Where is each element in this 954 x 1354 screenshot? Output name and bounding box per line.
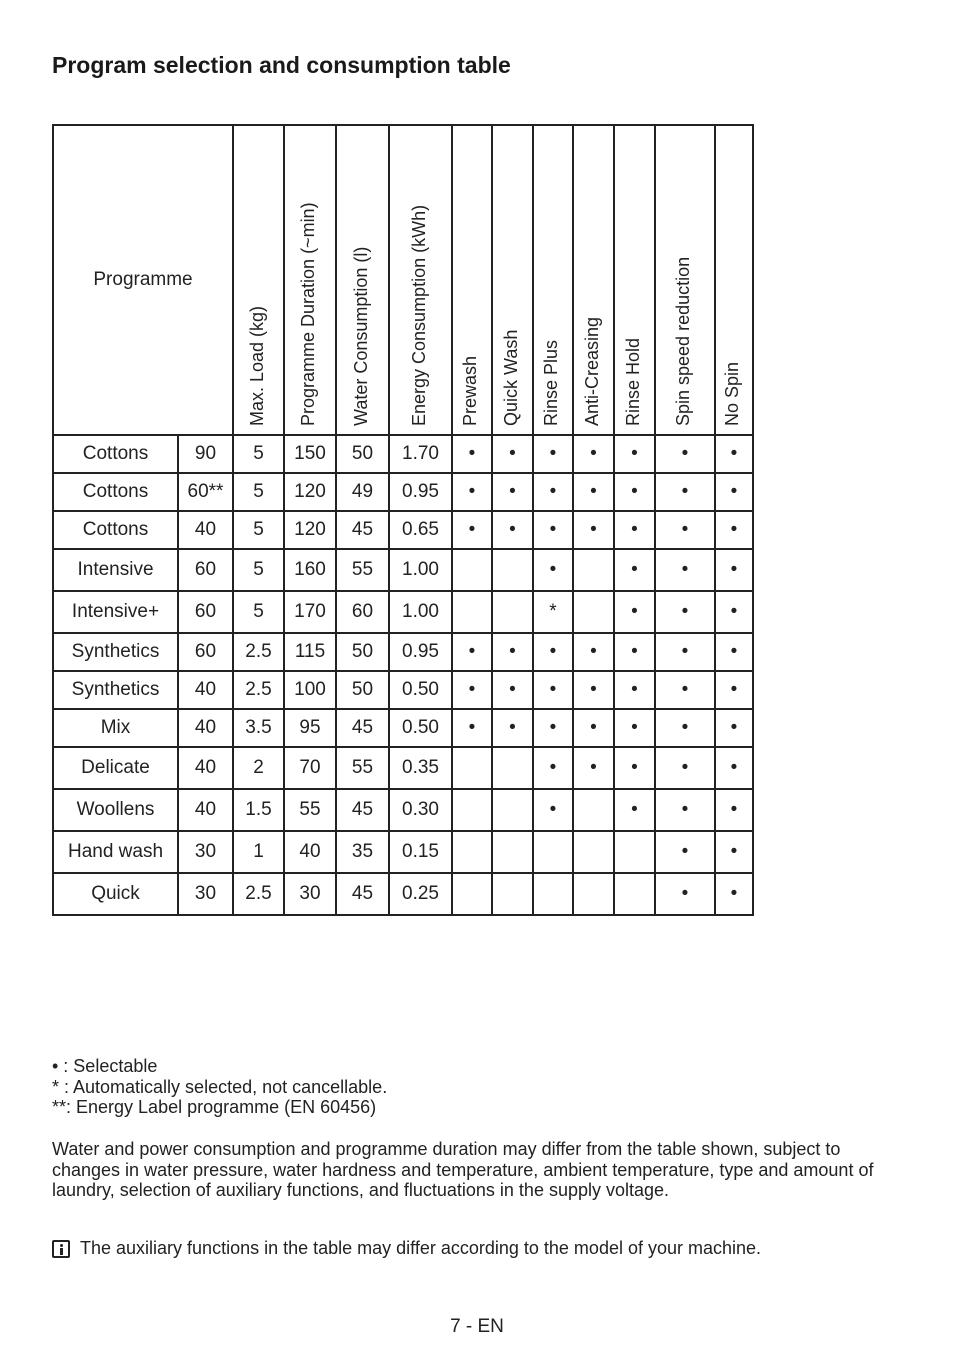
cell-temp: 30 <box>178 831 233 873</box>
cell-duration: 120 <box>284 473 336 511</box>
cell-load: 2.5 <box>233 873 284 915</box>
cell-name: Intensive <box>53 549 178 591</box>
cell-anti-creasing <box>573 789 614 831</box>
cell-load: 1.5 <box>233 789 284 831</box>
cell-quick-wash: • <box>492 435 533 473</box>
cell-anti-creasing <box>573 591 614 633</box>
page-title: Program selection and consumption table <box>52 52 511 78</box>
cell-anti-creasing <box>573 873 614 915</box>
cell-no-spin: • <box>715 671 753 709</box>
cell-no-spin: • <box>715 511 753 549</box>
cell-rinse-hold: • <box>614 511 655 549</box>
cell-rinse-hold <box>614 873 655 915</box>
cell-temp: 60** <box>178 473 233 511</box>
header-no-spin <box>715 125 753 435</box>
cell-duration: 120 <box>284 511 336 549</box>
cell-rinse-plus: • <box>533 709 573 747</box>
cell-water: 45 <box>336 511 389 549</box>
cell-quick-wash <box>492 747 533 789</box>
table-row <box>53 633 753 671</box>
cell-load: 5 <box>233 511 284 549</box>
cell-name: Cottons <box>53 511 178 549</box>
cell-duration: 30 <box>284 873 336 915</box>
cell-energy: 0.50 <box>389 709 452 747</box>
cell-water: 55 <box>336 549 389 591</box>
info-note <box>52 1238 761 1259</box>
legend <box>52 1056 387 1118</box>
cell-load: 3.5 <box>233 709 284 747</box>
cell-anti-creasing: • <box>573 671 614 709</box>
cell-energy: 1.70 <box>389 435 452 473</box>
cell-energy: 0.30 <box>389 789 452 831</box>
cell-quick-wash: • <box>492 473 533 511</box>
cell-name: Synthetics <box>53 671 178 709</box>
cell-quick-wash <box>492 549 533 591</box>
cell-temp: 60 <box>178 633 233 671</box>
table-body <box>53 435 753 915</box>
header-energy-label: Energy Consumption (kWh) <box>408 204 429 426</box>
cell-energy: 0.50 <box>389 671 452 709</box>
cell-spin-reduction: • <box>655 549 715 591</box>
cell-prewash <box>452 789 492 831</box>
cell-rinse-plus: • <box>533 747 573 789</box>
cell-rinse-plus <box>533 873 573 915</box>
cell-water: 49 <box>336 473 389 511</box>
header-prewash-label: Prewash <box>460 355 480 426</box>
header-duration-label: Programme Duration (~min) <box>298 202 318 426</box>
header-quick-wash-label: Quick Wash <box>500 329 521 426</box>
cell-energy: 0.95 <box>389 633 452 671</box>
cell-water: 50 <box>336 435 389 473</box>
cell-duration: 115 <box>284 633 336 671</box>
cell-rinse-hold: • <box>614 747 655 789</box>
cell-prewash: • <box>452 709 492 747</box>
cell-load: 2.5 <box>233 671 284 709</box>
cell-water: 35 <box>336 831 389 873</box>
cell-spin-reduction: • <box>655 831 715 873</box>
header-no-spin-label: No Spin <box>722 361 742 426</box>
cell-load: 2.5 <box>233 633 284 671</box>
header-programme <box>53 125 233 435</box>
cell-energy: 1.00 <box>389 549 452 591</box>
cell-quick-wash <box>492 591 533 633</box>
cell-no-spin: • <box>715 789 753 831</box>
cell-duration: 70 <box>284 747 336 789</box>
cell-duration: 95 <box>284 709 336 747</box>
cell-load: 5 <box>233 473 284 511</box>
table-row <box>53 549 753 591</box>
cell-duration: 40 <box>284 831 336 873</box>
cell-anti-creasing: • <box>573 511 614 549</box>
cell-water: 45 <box>336 709 389 747</box>
cell-anti-creasing: • <box>573 435 614 473</box>
cell-rinse-hold: • <box>614 671 655 709</box>
cell-prewash: • <box>452 633 492 671</box>
cell-water: 50 <box>336 633 389 671</box>
cell-quick-wash <box>492 831 533 873</box>
cell-temp: 60 <box>178 549 233 591</box>
table-row <box>53 511 753 549</box>
cell-load: 5 <box>233 435 284 473</box>
cell-energy: 0.65 <box>389 511 452 549</box>
cell-no-spin: • <box>715 633 753 671</box>
cell-name: Woollens <box>53 789 178 831</box>
cell-rinse-plus: • <box>533 789 573 831</box>
cell-name: Quick <box>53 873 178 915</box>
cell-energy: 0.35 <box>389 747 452 789</box>
cell-spin-reduction: • <box>655 789 715 831</box>
cell-no-spin: • <box>715 709 753 747</box>
cell-anti-creasing: • <box>573 747 614 789</box>
legend-energy-label: **: Energy Label programme (EN 60456) <box>52 1097 377 1117</box>
cell-spin-reduction: • <box>655 747 715 789</box>
cell-temp: 40 <box>178 747 233 789</box>
cell-spin-reduction: • <box>655 473 715 511</box>
cell-prewash <box>452 831 492 873</box>
cell-prewash <box>452 873 492 915</box>
cell-rinse-plus: • <box>533 633 573 671</box>
cell-duration: 160 <box>284 549 336 591</box>
header-spin-reduction-label: Spin speed reduction <box>673 256 693 426</box>
cell-prewash <box>452 549 492 591</box>
cell-water: 60 <box>336 591 389 633</box>
program-table <box>52 124 754 916</box>
cell-spin-reduction: • <box>655 709 715 747</box>
cell-prewash <box>452 591 492 633</box>
page-number: 7 - EN <box>450 1316 504 1337</box>
cell-temp: 40 <box>178 671 233 709</box>
cell-quick-wash: • <box>492 671 533 709</box>
cell-name: Intensive+ <box>53 591 178 633</box>
cell-rinse-plus: • <box>533 473 573 511</box>
cell-temp: 60 <box>178 591 233 633</box>
cell-duration: 170 <box>284 591 336 633</box>
table-row <box>53 747 753 789</box>
cell-rinse-hold: • <box>614 549 655 591</box>
cell-name: Cottons <box>53 435 178 473</box>
header-spin-reduction <box>655 125 715 435</box>
cell-no-spin: • <box>715 473 753 511</box>
header-max-load-label: Max. Load (kg) <box>246 305 267 426</box>
header-quick-wash <box>492 125 533 435</box>
cell-no-spin: • <box>715 831 753 873</box>
header-max-load <box>233 125 284 435</box>
header-rinse-plus-label: Rinse Plus <box>541 339 561 426</box>
legend-selectable: • : Selectable <box>52 1056 158 1076</box>
cell-anti-creasing: • <box>573 633 614 671</box>
header-prewash <box>452 125 492 435</box>
cell-quick-wash: • <box>492 511 533 549</box>
table-row <box>53 831 753 873</box>
cell-rinse-hold: • <box>614 435 655 473</box>
cell-water: 55 <box>336 747 389 789</box>
cell-name: Mix <box>53 709 178 747</box>
cell-name: Delicate <box>53 747 178 789</box>
table-row <box>53 709 753 747</box>
cell-rinse-plus: • <box>533 671 573 709</box>
cell-no-spin: • <box>715 549 753 591</box>
cell-spin-reduction: • <box>655 873 715 915</box>
cell-name: Synthetics <box>53 633 178 671</box>
cell-rinse-hold: • <box>614 473 655 511</box>
table-row <box>53 671 753 709</box>
cell-spin-reduction: • <box>655 671 715 709</box>
cell-quick-wash: • <box>492 633 533 671</box>
cell-anti-creasing: • <box>573 709 614 747</box>
header-anti-creasing-label: Anti-Creasing <box>581 316 602 426</box>
cell-quick-wash <box>492 789 533 831</box>
cell-name: Cottons <box>53 473 178 511</box>
cell-rinse-plus: • <box>533 511 573 549</box>
cell-quick-wash <box>492 873 533 915</box>
cell-rinse-hold: • <box>614 709 655 747</box>
cell-energy: 0.95 <box>389 473 452 511</box>
cell-temp: 90 <box>178 435 233 473</box>
cell-water: 45 <box>336 873 389 915</box>
cell-anti-creasing: • <box>573 473 614 511</box>
cell-duration: 55 <box>284 789 336 831</box>
cell-energy: 1.00 <box>389 591 452 633</box>
cell-temp: 30 <box>178 873 233 915</box>
cell-prewash: • <box>452 435 492 473</box>
cell-load: 2 <box>233 747 284 789</box>
cell-rinse-hold: • <box>614 789 655 831</box>
table-row <box>53 873 753 915</box>
cell-prewash <box>452 747 492 789</box>
header-programme-label: Programme <box>93 269 193 290</box>
header-rinse-hold-label: Rinse Hold <box>622 337 643 426</box>
header-anti-creasing <box>573 125 614 435</box>
cell-rinse-plus: • <box>533 435 573 473</box>
table-header-row <box>53 125 753 435</box>
header-rinse-plus <box>533 125 573 435</box>
cell-duration: 100 <box>284 671 336 709</box>
cell-spin-reduction: • <box>655 511 715 549</box>
cell-load: 5 <box>233 549 284 591</box>
table-row <box>53 789 753 831</box>
cell-anti-creasing <box>573 549 614 591</box>
header-energy <box>389 125 452 435</box>
consumption-note: Water and power consumption and programme duration may differ from the table shown, subject to changes in water pressure, water hardness and temperature, ambient temperature, type and amount of laundry, selection of auxiliary functions, and fluctuations in the supply voltage. <box>52 1139 874 1200</box>
header-water-label: Water Consumption (l) <box>350 246 371 426</box>
info-icon <box>52 1240 70 1258</box>
cell-rinse-hold: • <box>614 591 655 633</box>
cell-rinse-hold: • <box>614 633 655 671</box>
cell-no-spin: • <box>715 435 753 473</box>
info-note-text: The auxiliary functions in the table may differ according to the model of your machine. <box>80 1238 762 1258</box>
cell-temp: 40 <box>178 511 233 549</box>
cell-prewash: • <box>452 511 492 549</box>
cell-load: 1 <box>233 831 284 873</box>
cell-energy: 0.25 <box>389 873 452 915</box>
cell-rinse-plus: * <box>533 591 573 633</box>
header-duration <box>284 125 336 435</box>
table-row <box>53 435 753 473</box>
cell-water: 50 <box>336 671 389 709</box>
cell-energy: 0.15 <box>389 831 452 873</box>
table-row <box>53 591 753 633</box>
cell-spin-reduction: • <box>655 591 715 633</box>
cell-name: Hand wash <box>53 831 178 873</box>
cell-quick-wash: • <box>492 709 533 747</box>
cell-anti-creasing <box>573 831 614 873</box>
cell-water: 45 <box>336 789 389 831</box>
cell-rinse-hold <box>614 831 655 873</box>
header-rinse-hold <box>614 125 655 435</box>
cell-temp: 40 <box>178 709 233 747</box>
cell-temp: 40 <box>178 789 233 831</box>
cell-rinse-plus <box>533 831 573 873</box>
legend-auto-selected: * : Automatically selected, not cancellable. <box>52 1076 388 1097</box>
cell-spin-reduction: • <box>655 633 715 671</box>
cell-no-spin: • <box>715 873 753 915</box>
cell-spin-reduction: • <box>655 435 715 473</box>
cell-duration: 150 <box>284 435 336 473</box>
cell-no-spin: • <box>715 591 753 633</box>
cell-rinse-plus: • <box>533 549 573 591</box>
cell-load: 5 <box>233 591 284 633</box>
header-water <box>336 125 389 435</box>
cell-prewash: • <box>452 671 492 709</box>
table-row <box>53 473 753 511</box>
cell-prewash: • <box>452 473 492 511</box>
cell-no-spin: • <box>715 747 753 789</box>
